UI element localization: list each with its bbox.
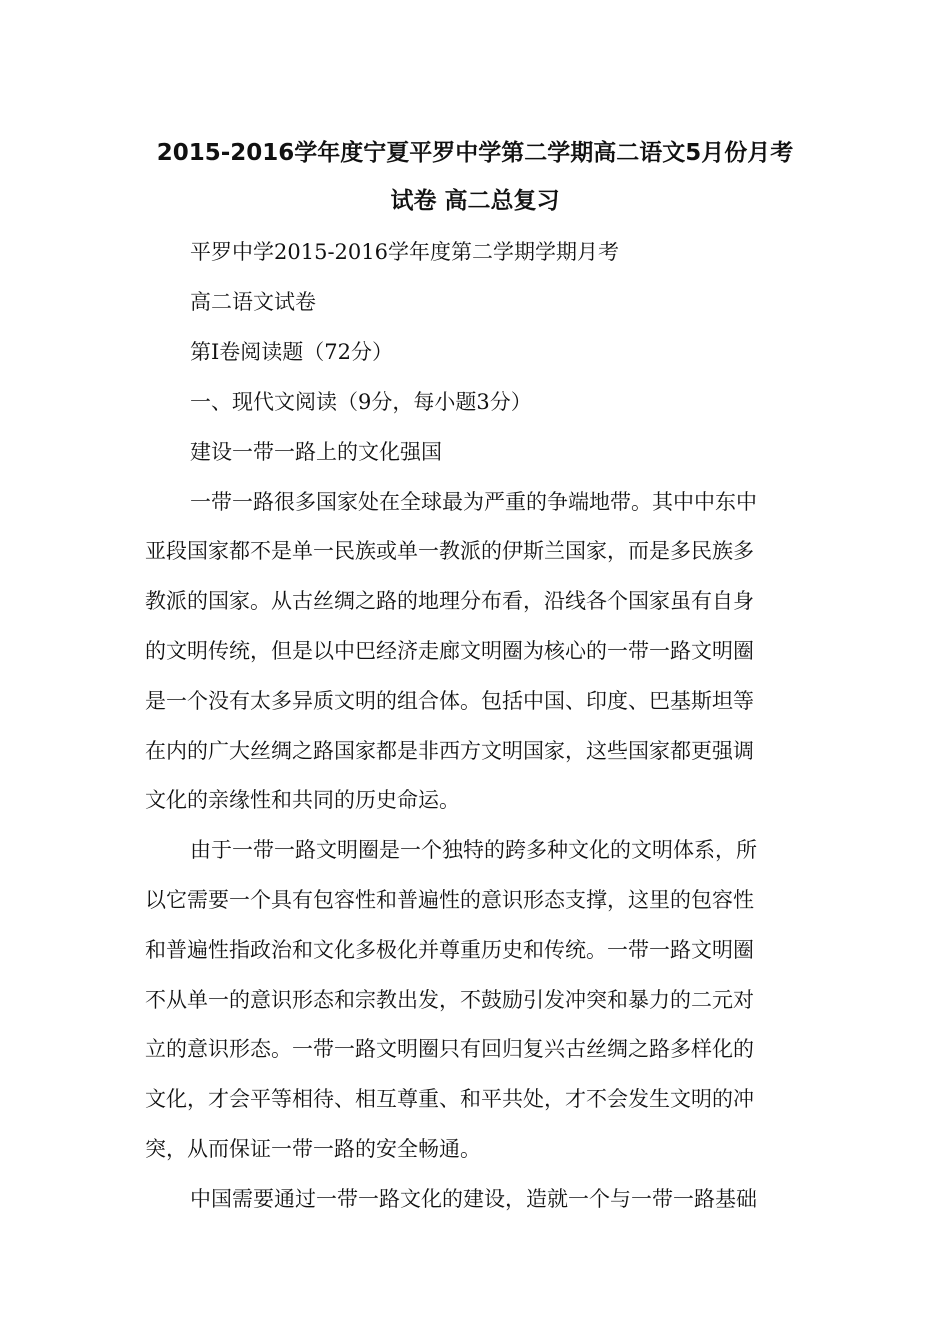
paragraph-line: 亚段国家都不是单一民族或单一教派的伊斯兰国家，而是多民族多: [145, 539, 754, 563]
paragraph-line: 的文明传统，但是以中巴经济走廊文明圈为核心的一带一路文明圈: [145, 639, 754, 663]
paragraph-line: 立的意识形态。一带一路文明圈只有回归复兴古丝绸之路多样化的: [145, 1037, 754, 1061]
paragraph-line: 文化的亲缘性和共同的历史命运。: [145, 788, 460, 812]
paragraph-line: 不从单一的意识形态和宗教出发，不鼓励引发冲突和暴力的二元对: [145, 988, 754, 1012]
paragraph-line: 文化，才会平等相待、相互尊重、和平共处，才不会发生文明的冲: [145, 1087, 754, 1111]
paragraph-line: 由于一带一路文明圈是一个独特的跨多种文化的文明体系，所: [190, 838, 757, 862]
section-heading: 第Ⅰ卷阅读题（72分）: [190, 340, 394, 364]
paragraph-line: 突，从而保证一带一路的安全畅通。: [145, 1137, 481, 1161]
paragraph-line: 以它需要一个具有包容性和普遍性的意识形态支撑，这里的包容性: [145, 888, 754, 912]
paragraph-line: 在内的广大丝绸之路国家都是非西方文明国家，这些国家都更强调: [145, 739, 754, 763]
paper-title-heading: 高二语文试卷: [190, 290, 316, 314]
article-title: 建设一带一路上的文化强国: [190, 440, 442, 464]
document-title-line-1: 2015-2016学年度宁夏平罗中学第二学期高二语文5月份月考: [156, 140, 794, 166]
subsection-heading: 一、现代文阅读（9分，每小题3分）: [190, 390, 532, 414]
document-title-line-2: 试卷 高二总复习: [390, 188, 560, 214]
paragraph-line: 教派的国家。从古丝绸之路的地理分布看，沿线各个国家虽有自身: [145, 589, 754, 613]
paragraph-line: 一带一路很多国家处在全球最为严重的争端地带。其中中东中: [190, 490, 757, 514]
paragraph-line: 中国需要通过一带一路文化的建设，造就一个与一带一路基础: [190, 1187, 757, 1211]
paragraph-line: 是一个没有太多异质文明的组合体。包括中国、印度、巴基斯坦等: [145, 689, 754, 713]
paragraph-line: 和普遍性指政治和文化多极化并尊重历史和传统。一带一路文明圈: [145, 938, 754, 962]
school-exam-heading: 平罗中学2015-2016学年度第二学期学期月考: [190, 240, 619, 264]
